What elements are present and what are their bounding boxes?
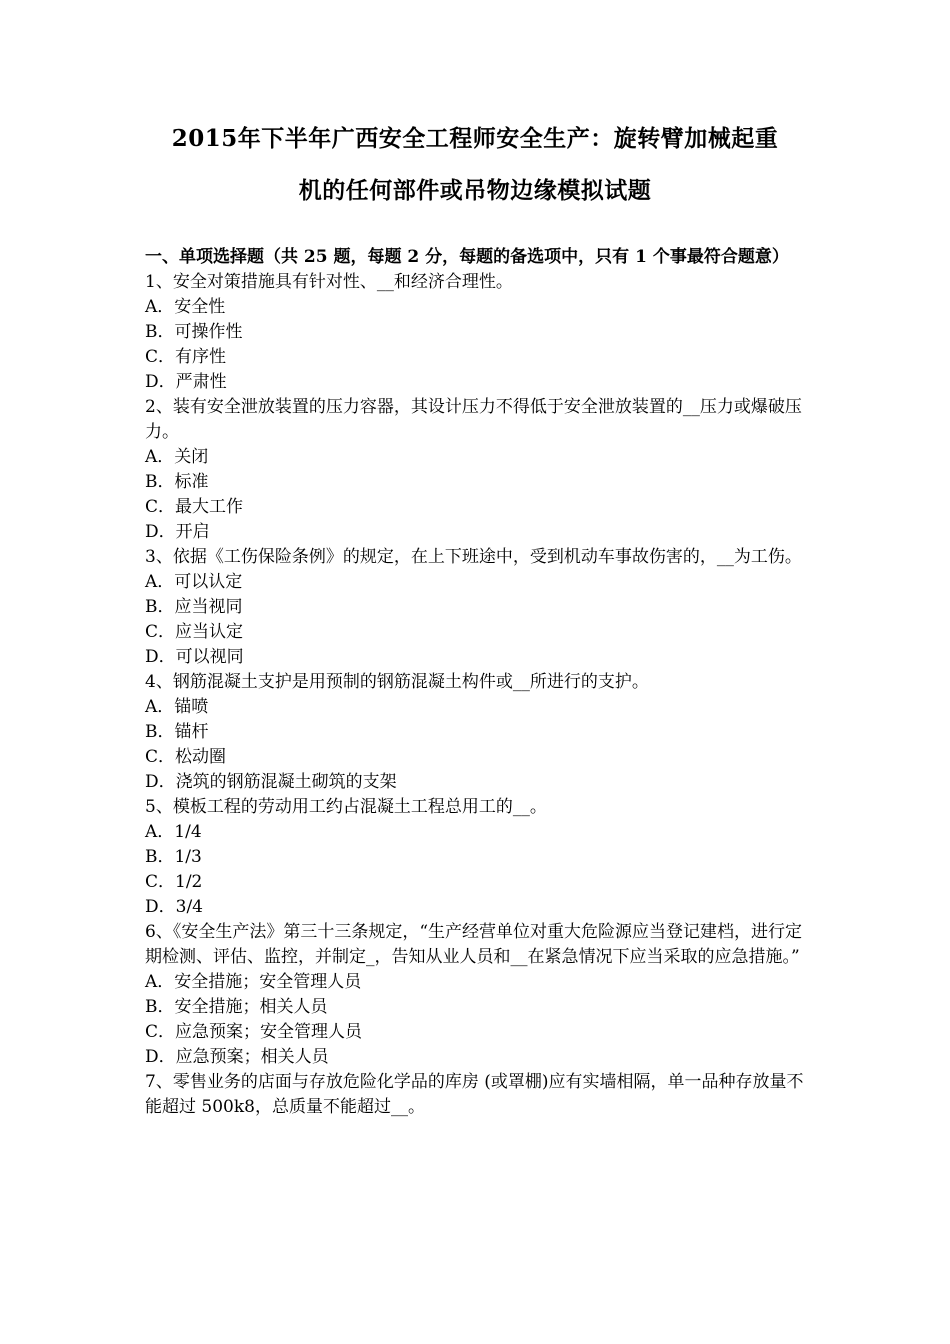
question-stem: 7、零售业务的店面与存放危险化学品的库房 (或罩棚)应有实墙相隔，单一品种存放量不能超过 500k8，总质量不能超过__。	[145, 1072, 804, 1117]
option-a: A．关闭	[145, 447, 209, 467]
option-a: A．锚喷	[145, 697, 209, 717]
option-c: C．最大工作	[145, 497, 244, 517]
option-d: D．3/4	[145, 897, 203, 917]
question-stem: 1、安全对策措施具有针对性、__和经济合理性。	[145, 272, 513, 292]
question-4	[145, 670, 810, 795]
option-b: B．锚杆	[145, 722, 209, 742]
option-a: A．安全性	[145, 297, 226, 317]
document-title-line-1: 2015年下半年广西安全工程师安全生产：旋转臂加械起重	[171, 125, 779, 152]
option-d: D．可以视同	[145, 647, 244, 667]
option-b: B．应当视同	[145, 597, 243, 617]
option-c: C．应当认定	[145, 622, 244, 642]
question-5	[145, 795, 810, 920]
option-b: B．安全措施；相关人员	[145, 997, 328, 1017]
question-1	[145, 270, 810, 395]
option-a: A．安全措施；安全管理人员	[145, 972, 362, 992]
option-c: C．有序性	[145, 347, 227, 367]
section-heading: 一、单项选择题（共 25 题，每题 2 分，每题的备选项中，只有 1 个事最符合题意）	[145, 247, 789, 267]
question-stem: 3、依据《工伤保险条例》的规定，在上下班途中，受到机动车事故伤害的，__为工伤。	[145, 547, 802, 567]
question-7	[145, 1070, 810, 1120]
document-title-line-2: 机的任何部件或吊物边缘模拟试题	[298, 177, 652, 204]
option-c: C．1/2	[145, 872, 203, 892]
document-body	[145, 245, 810, 1120]
option-b: B．可操作性	[145, 322, 243, 342]
option-d: D．开启	[145, 522, 210, 542]
question-stem: 6、《安全生产法》第三十三条规定，“生产经营单位对重大危险源应当登记建档，进行定期检测、评估、监控，并制定_，告知从业人员和__在紧急情况下应当采取的应急措施。”	[145, 922, 803, 967]
option-b: B．标准	[145, 472, 209, 492]
option-a: A．1/4	[145, 822, 202, 842]
option-d: D．浇筑的钢筋混凝土砌筑的支架	[145, 772, 397, 792]
question-3	[145, 545, 810, 670]
question-stem: 2、装有安全泄放装置的压力容器，其设计压力不得低于安全泄放装置的__压力或爆破压力。	[145, 397, 802, 442]
option-c: C．应急预案；安全管理人员	[145, 1022, 363, 1042]
question-6	[145, 920, 810, 1070]
question-stem: 5、模板工程的劳动用工约占混凝土工程总用工的__。	[145, 797, 547, 817]
option-a: A．可以认定	[145, 572, 243, 592]
question-stem: 4、钢筋混凝土支护是用预制的钢筋混凝土构件或__所进行的支护。	[145, 672, 649, 692]
option-b: B．1/3	[145, 847, 202, 867]
option-d: D．应急预案；相关人员	[145, 1047, 329, 1067]
option-d: D．严肃性	[145, 372, 227, 392]
question-2	[145, 395, 810, 545]
option-c: C．松动圈	[145, 747, 227, 767]
